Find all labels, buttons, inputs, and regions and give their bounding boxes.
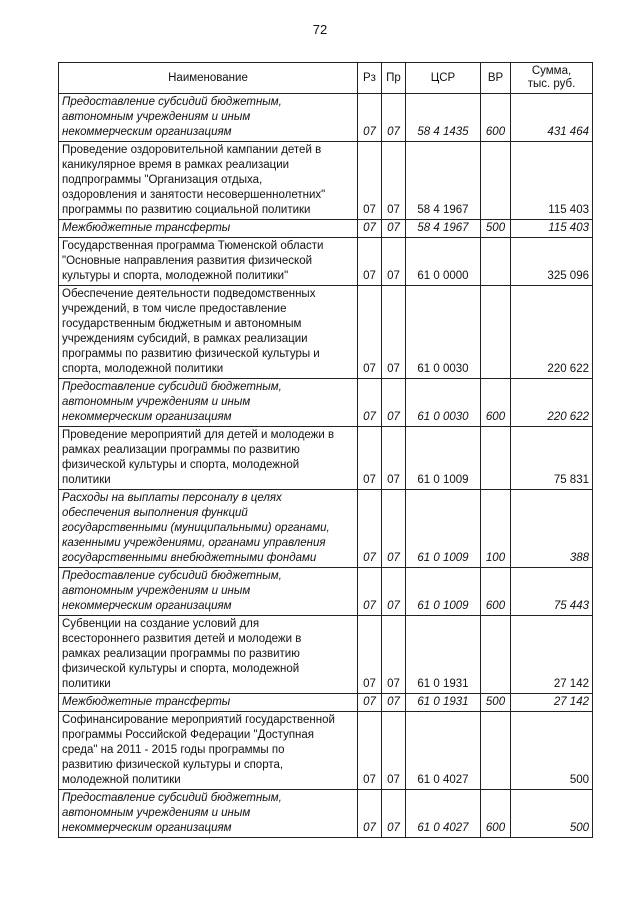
row-rz: 07 [358,94,382,142]
row-rz: 07 [358,142,382,220]
row-sum: 500 [511,712,593,790]
row-csr: 58 4 1967 [406,142,481,220]
row-csr: 61 0 0000 [406,238,481,286]
row-vr [481,286,511,379]
row-sum: 500 [511,790,593,838]
row-csr: 61 0 4027 [406,712,481,790]
row-sum: 388 [511,490,593,568]
row-vr: 100 [481,490,511,568]
page-number: 72 [312,22,328,37]
table-row [59,286,593,379]
header-name: Наименование [59,63,358,94]
row-sum: 27 142 [511,694,593,712]
table-row [59,790,593,838]
header-sum: Сумма, тыс. руб. [511,63,593,94]
row-rz: 07 [358,286,382,379]
row-name: Предоставление субсидий бюджетным, автономным учреждениям и иным некоммерческим организациям [59,790,358,838]
table-row [59,142,593,220]
row-name: Субвенции на создание условий для всестороннего развития детей и молодежи в рамках реализации программы по развитию физической культуры и спорта, молодежной политики [59,616,358,694]
row-pr: 07 [382,220,406,238]
budget-table [58,62,593,838]
table-row [59,379,593,427]
row-name: Расходы на выплаты персоналу в целях обеспечения выполнения функций государственными (муниципальными) органами, казенными учреждениями, органами управления государственными внебюджетными фондами [59,490,358,568]
row-name: Обеспечение деятельности подведомственных учреждений, в том числе предоставление государственным бюджетным и автономным учреждениям субсидий, в рамках реализации программы по развитию физической культуры и спорта, молодежной политики [59,286,358,379]
table-row [59,616,593,694]
row-csr: 61 0 1009 [406,427,481,490]
row-pr: 07 [382,490,406,568]
row-vr [481,712,511,790]
row-vr: 600 [481,790,511,838]
table-body [59,94,593,838]
row-csr: 61 0 0030 [406,379,481,427]
table-row [59,712,593,790]
table-header-row [59,63,593,94]
row-pr: 07 [382,94,406,142]
row-name: Предоставление субсидий бюджетным, автономным учреждениям и иным некоммерческим организациям [59,379,358,427]
row-rz: 07 [358,694,382,712]
row-vr: 600 [481,379,511,427]
row-rz: 07 [358,790,382,838]
row-rz: 07 [358,238,382,286]
row-csr: 61 0 1931 [406,616,481,694]
row-pr: 07 [382,286,406,379]
row-vr: 600 [481,568,511,616]
row-rz: 07 [358,220,382,238]
row-vr: 500 [481,220,511,238]
row-name: Проведение оздоровительной кампании детей в каникулярное время в рамках реализации подпрограммы "Организация отдыха, оздоровления и занятости несовершеннолетних" программы по развитию социальной политики [59,142,358,220]
row-pr: 07 [382,694,406,712]
row-sum: 27 142 [511,616,593,694]
row-pr: 07 [382,616,406,694]
row-sum: 115 403 [511,220,593,238]
row-csr: 61 0 1931 [406,694,481,712]
row-rz: 07 [358,712,382,790]
row-vr: 600 [481,94,511,142]
row-vr [481,616,511,694]
row-name: Межбюджетные трансферты [59,694,358,712]
row-rz: 07 [358,427,382,490]
row-csr: 58 4 1435 [406,94,481,142]
row-name: Государственная программа Тюменской области "Основные направления развития физической культуры и спорта, молодежной политики" [59,238,358,286]
header-csr: ЦСР [406,63,481,94]
row-pr: 07 [382,712,406,790]
table-row [59,238,593,286]
row-name: Проведение мероприятий для детей и молодежи в рамках реализации программы по развитию физической культуры и спорта, молодежной политики [59,427,358,490]
row-sum: 325 096 [511,238,593,286]
row-rz: 07 [358,568,382,616]
table-row [59,427,593,490]
header-rz: Рз [358,63,382,94]
table-row [59,94,593,142]
row-rz: 07 [358,616,382,694]
row-vr [481,142,511,220]
row-pr: 07 [382,568,406,616]
row-vr [481,427,511,490]
row-pr: 07 [382,427,406,490]
row-csr: 61 0 1009 [406,568,481,616]
header-pr: Пр [382,63,406,94]
row-rz: 07 [358,379,382,427]
row-sum: 75 443 [511,568,593,616]
row-name: Предоставление субсидий бюджетным, автономным учреждениям и иным некоммерческим организациям [59,568,358,616]
table-row [59,568,593,616]
row-sum: 75 831 [511,427,593,490]
row-sum: 220 622 [511,286,593,379]
row-rz: 07 [358,490,382,568]
row-name: Софинансирование мероприятий государственной программы Российской Федерации "Доступная среда" на 2011 - 2015 годы программы по развитию физической культуры и спорта, молодежной политики [59,712,358,790]
row-csr: 58 4 1967 [406,220,481,238]
row-name: Предоставление субсидий бюджетным, автономным учреждениям и иным некоммерческим организациям [59,94,358,142]
row-csr: 61 0 0030 [406,286,481,379]
table-row [59,490,593,568]
row-sum: 431 464 [511,94,593,142]
row-vr: 500 [481,694,511,712]
row-name: Межбюджетные трансферты [59,220,358,238]
row-sum: 220 622 [511,379,593,427]
table-row [59,220,593,238]
row-pr: 07 [382,142,406,220]
header-vr: ВР [481,63,511,94]
table-row [59,694,593,712]
row-sum: 115 403 [511,142,593,220]
row-pr: 07 [382,379,406,427]
row-vr [481,238,511,286]
row-pr: 07 [382,238,406,286]
row-pr: 07 [382,790,406,838]
row-csr: 61 0 4027 [406,790,481,838]
row-csr: 61 0 1009 [406,490,481,568]
